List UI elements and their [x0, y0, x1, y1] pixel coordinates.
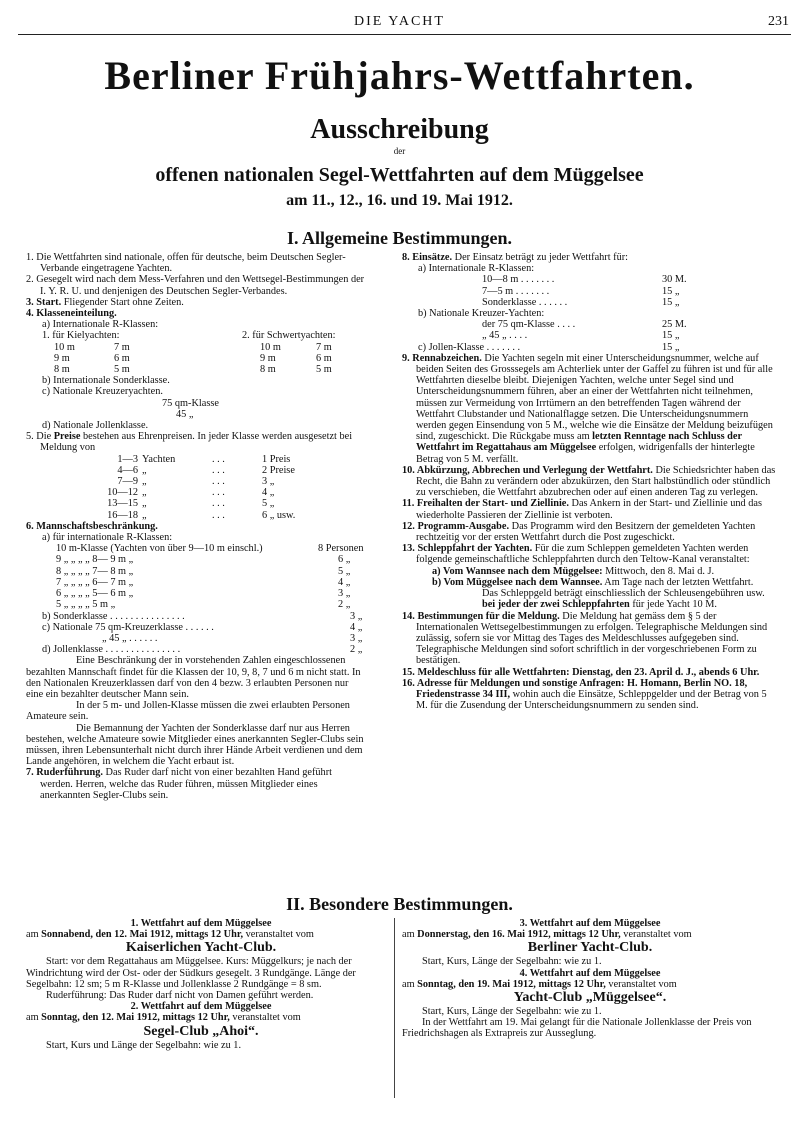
race-1-pre: am [26, 929, 42, 941]
class-tables [26, 330, 366, 375]
para-13b-text: Am Tage nach der letzten Wettfahrt. [602, 576, 754, 588]
para-14-label: 14. Bestimmungen für die Meldung. [402, 610, 560, 622]
race-3-club: Berliner Yacht-Club. [527, 940, 653, 956]
para-9-tail: erfolgen, widrigenfalls der hinterlegte Betrag von 5 M. verfällt. [416, 442, 755, 465]
race-4-extra: In der Wettfahrt am 19. Mai gelangt für die Nationale Jollenklasse der Preis von Friedrichshagen als Extrapreis zur Ausseglung. [402, 1017, 752, 1040]
preise-cell: 16—18 [107, 509, 138, 521]
para-13c-text: Das Schleppgeld beträgt einschliesslich der Schleusengebühren usw. [482, 588, 765, 600]
preise-cell: „ [142, 476, 147, 488]
para-8-label: 8. Einsätze. [402, 252, 453, 263]
para-8-text: Der Einsatz beträgt zu jeder Wettfahrt für: [452, 252, 629, 263]
race-3-pre: am [402, 929, 418, 941]
para-4d: d) Nationale Jollenklasse. [42, 420, 149, 432]
para-6-text-1: Eine Beschränkung der in vorstehenden Zahlen eingeschlossenen bezahlten Mannschaft findet für die Klassen der 10, 9, 8, 7 und 6 m nicht statt. In den Nationalen Kreuzerklassen darf von den 4 bezw. 3 erlaubten Personen nur eine ein bezahlter deutscher Mann sein. [26, 655, 361, 700]
mannschaft-table-2 [26, 611, 366, 656]
race-3-text: Start, Kurs, Länge der Segelbahn: wie zu 1. [422, 956, 602, 968]
para-5-label: Preise [53, 431, 81, 443]
journal-title: DIE YACHT [354, 14, 445, 29]
schwert-grid [242, 342, 362, 376]
para-6-text-2: In der 5 m- und Jollen-Klasse müssen die zwei erlaubten Personen Amateure sein. [26, 700, 350, 723]
race-3-heading: 3. Wettfahrt auf dem Müggelsee [519, 918, 661, 929]
para-5 [26, 431, 366, 453]
para-15: 15. Meldeschluss für alle Wettfahrten: Dienstag, den 23. April d. J., abends 6 Uhr. [402, 666, 760, 678]
para-8b: b) Nationale Kreuzer-Yachten: [418, 308, 545, 320]
kiel-table [42, 330, 242, 375]
para-7-label: 7. Ruderführung. [26, 767, 103, 779]
schwert-cell: 10 m [260, 341, 281, 353]
race-2-bold: Sonntag, den 12. Mai 1912, mittags 12 Uhr, [41, 1012, 230, 1024]
schwert-cell: 5 m [316, 364, 332, 376]
schwert-cell: 7 m [316, 341, 332, 353]
preise-cell: 2 Preise [262, 464, 295, 476]
mann-row-value: 4 „ [350, 621, 363, 633]
para-13-label: 13. Schleppfahrt der Yachten. [402, 543, 533, 555]
para-16-text: wohin auch die Einsätze, Schleppgelder und der Betrag von 5 M. für die Zusendung der Unterscheidungsnummern zu senden sind. [416, 688, 767, 712]
para-4c: c) Nationale Kreuzeryachten. [42, 386, 163, 398]
para-4b: b) Internationale Sonderklasse. [42, 375, 170, 387]
preise-table [26, 454, 366, 521]
event-dates: am 11., 12., 16. und 19. Mai 1912. [286, 192, 513, 209]
preise-cell: 4 „ [262, 487, 275, 499]
race-4-post: veranstaltet vom [605, 978, 677, 990]
para-13b [432, 577, 778, 588]
schwert-cell: 9 m [260, 352, 276, 364]
special-right-column [402, 918, 778, 1040]
page-number: 231 [768, 14, 789, 29]
preise-cell: 13—15 [107, 498, 138, 510]
mann-cell: 8 Personen [318, 543, 364, 555]
column-divider [394, 918, 395, 1098]
einsatz-cell: der 75 qm-Klasse . . . . [482, 319, 576, 331]
para-13a-label: a) Vom Wannsee nach dem Müggelsee: [432, 565, 603, 577]
preise-cell: „ [142, 509, 147, 521]
para-9-bold: letzten Renntage nach Schluss der Wettfahrt im Regattahaus am Müggelsee [416, 431, 742, 454]
einsatz-jollen [402, 342, 778, 353]
para-4a: a) Internationale R-Klassen: [42, 319, 159, 331]
para-11 [402, 498, 778, 520]
mannschaft-table [26, 543, 366, 610]
preise-cell: . . . [212, 464, 225, 476]
para-2: 2. Gesegelt wird nach dem Mess-Verfahren und den Wettsegel-Bestimmungen der I. Y. R. U. und denjenigen des Deutschen Segler-Verbandes. [26, 274, 365, 297]
mann-row-label: b) Sonderklasse . . . . . . . . . . . . . . . [42, 610, 185, 622]
einsatz-cell: „ 45 „ . . . . [482, 330, 528, 342]
race-1-text: Start: vor dem Regattahaus am Müggelsee. Kurs: Müggelkurs; je nach der Windrichtung wird der Ost- oder der Südkurs gesegelt. 3 Rundgänge. Länge der Segelbahn: 12 sm; 5 m R-Klasse und Jollenklasse 2 Rundgänge = 8 sm. [26, 956, 356, 990]
kiel-cell: 8 m [54, 364, 70, 376]
para-5-text: bestehen aus Ehrenpreisen. In jeder Klasse werden ausgesetzt bei Meldung von [40, 431, 353, 454]
kiel-cell: 5 m [114, 364, 130, 376]
schwert-table [242, 330, 362, 375]
preise-cell: 1 Preis [262, 453, 291, 465]
preise-cell: . . . [212, 509, 225, 521]
para-3-text: Fliegender Start ohne Zeiten. [61, 296, 184, 308]
race-2-date [26, 1012, 376, 1023]
para-1: 1. Die Wettfahrten sind nationale, offen für deutsche, beim Deutschen Segler-Verbande eingetragene Yachten. [26, 252, 346, 275]
para-4c1: 75 qm-Klasse [162, 397, 219, 409]
para-13c-bold: bei jeder der zwei Schleppfahrten [482, 599, 630, 611]
running-header [0, 14, 799, 34]
para-16 [402, 678, 778, 712]
header-rule [18, 34, 791, 35]
race-2-club: Segel-Club „Ahoi“. [143, 1023, 259, 1039]
race-1-bold: Sonnabend, den 12. Mai 1912, mittags 12 Uhr, [41, 929, 244, 941]
para-4c2: 45 „ [176, 408, 194, 420]
race-1-heading: 1. Wettfahrt auf dem Müggelsee [130, 918, 272, 929]
einsatz-table-2 [402, 319, 778, 341]
preise-cell: „ [142, 498, 147, 510]
para-13 [402, 543, 778, 565]
para-13b-label: b) Vom Müggelsee nach dem Wannsee. [432, 576, 603, 588]
einsatz-jollen-label: c) Jollen-Klasse . . . . . . . [418, 341, 521, 353]
para-7-text: Das Ruder darf nicht von einer bezahlten Hand geführt werden. Herren, welche das Ruder führen, müssen Mitglieder eines anerkannten Segler-Clubs sein. [40, 767, 332, 801]
para-13c-tail: für jede Yacht 10 M. [629, 599, 717, 611]
schwert-cell: 8 m [260, 364, 276, 376]
para-6-text-3: Die Bemannung der Yachten der Sonderklasse darf nur aus Herren bestehen, welche Amateure sowie Mitglieder eines anerkannten Segler-Clubs sein müssen, ihren Lebensunterhalt nicht durch ihrer Hände Arbeit verdienen und dem Lande angehören, in welchem die Yacht erbaut ist. [26, 722, 364, 768]
preise-cell: „ [142, 464, 147, 476]
mann-cell: 5 „ [338, 565, 351, 577]
einsatz-jollen-value: 15 „ [662, 341, 680, 353]
para-13a [432, 566, 778, 577]
einsatz-cell: 30 M. [662, 274, 687, 286]
race-4-pre: am [402, 978, 418, 990]
para-16-label: 16. Adresse für Meldungen und sonstige Anfragen: H. Homann, Berlin NO. 18, Friedenstrasse 34 III, [402, 677, 748, 700]
race-1-post: veranstaltet vom [243, 929, 314, 941]
race-1-club: Kaiserlichen Yacht-Club. [125, 940, 277, 956]
mann-row-label: „ 45 „ . . . . . . [102, 632, 158, 644]
section-heading-2: II. Besondere Bestimmungen. [286, 894, 513, 914]
mann-cell: 7 „ „ „ „ 6— 7 m „ [56, 576, 134, 588]
left-column [26, 252, 366, 801]
kiel-grid [42, 342, 242, 376]
einsatz-table [402, 274, 778, 308]
schwert-cell: 6 m [316, 352, 332, 364]
para-14 [402, 611, 778, 667]
special-left-column [26, 918, 376, 1051]
para-11-label: 11. Freihalten der Start- und Ziellinie. [402, 498, 569, 510]
preise-cell: 5 „ [262, 498, 275, 510]
race-2-heading: 2. Wettfahrt auf dem Müggelsee [130, 1001, 272, 1013]
einsatz-cell: 7—5 m . . . . . . . [482, 285, 550, 297]
race-4-heading: 4. Wettfahrt auf dem Müggelsee [519, 967, 661, 979]
para-8 [402, 252, 778, 263]
section-heading-1: I. Allgemeine Bestimmungen. [287, 228, 512, 248]
einsatz-cell: Sonderklasse . . . . . . [482, 296, 568, 308]
race-2-text: Start, Kurs und Länge der Segelbahn: wie zu 1. [46, 1039, 242, 1051]
preise-cell: 4—6 [117, 464, 138, 476]
para-11-text: Das Ankern in der Start- und Ziellinie und das wiederholte Passieren der Ziellinie ist verboten. [416, 498, 762, 521]
para-14-text: Die Meldung hat gemäss dem § 5 der Internationalen Wettsegelbestimmungen zu erfolgen. Telegraphische Meldungen sind zulässig, sofern sie vor Mittag des Tages des Meldeschlusses aufgegeben sind. Telegraphische Meldungen sind sofort schriftlich in der vorgeschriebenen Form zu bestätigen. [416, 610, 768, 667]
mann-row-value: 3 „ [350, 610, 363, 622]
preise-cell: „ [142, 487, 147, 499]
preise-cell: 6 „ usw. [262, 509, 296, 521]
para-9-label: 9. Rennabzeichen. [402, 352, 482, 364]
preise-cell: 10—12 [107, 487, 138, 499]
race-2-post: veranstaltet vom [229, 1012, 301, 1024]
race-3-post: veranstaltet vom [620, 929, 692, 941]
para-13c [402, 588, 778, 610]
preise-cell: Yachten [142, 453, 176, 465]
kiel-cell: 6 m [114, 352, 130, 364]
race-1-date [26, 929, 376, 940]
para-3 [26, 297, 366, 308]
main-title: Berliner Frühjahrs-Wettfahrten. [104, 53, 695, 98]
schwert-head: 2. für Schwertyachten: [242, 330, 336, 342]
race-4-bold: Sonntag, den 19. Mai 1912, mittags 12 Uhr, [417, 978, 606, 990]
preise-cell: . . . [212, 476, 225, 488]
preise-cell: 7—9 [117, 476, 138, 488]
kiel-cell: 10 m [54, 341, 75, 353]
einsatz-cell: 15 „ [662, 330, 680, 342]
einsatz-cell: 10—8 m . . . . . . . [482, 274, 555, 286]
mann-row-label: c) Nationale 75 qm-Kreuzerklasse . . . . . . [42, 621, 214, 633]
preise-cell: . . . [212, 453, 225, 465]
race-2-pre: am [26, 1012, 42, 1024]
para-13-text: Für die zum Schleppen gemeldeten Yachten werden folgende gemeinschaftliche Schleppfahrten durch den Teltow-Kanal veranstaltet: [416, 543, 750, 566]
race-1-ruder: Ruderführung: Das Ruder darf nicht von Damen geführt werden. [46, 990, 314, 1002]
preise-cell: 1—3 [117, 453, 138, 465]
kiel-cell: 9 m [54, 352, 70, 364]
race-3-bold: Donnerstag, den 16. Mai 1912, mittags 12 Uhr, [417, 929, 621, 941]
einsatz-cell: 15 „ [662, 285, 680, 297]
kiel-head: 1. für Kielyachten: [42, 330, 120, 342]
mann-cell: 4 „ [338, 576, 351, 588]
para-6-label: 6. Mannschaftsbeschränkung. [26, 520, 158, 532]
para-12 [402, 521, 778, 543]
subtitle-event: offenen nationalen Segel-Wettfahrten auf dem Müggelsee [155, 164, 644, 186]
para-7 [26, 767, 366, 801]
para-13a-text: Mittwoch, den 8. Mai d. J. [602, 565, 715, 577]
para-10 [402, 465, 778, 499]
para-10-text: Die Schiedsrichter haben das Recht, die Bahn zu verändern oder abzukürzen, den Start halbstündlich oder stündlich zu verschieben, die Wettfahrt abzubrechen oder auf einen anderen Tag zu verlegen. [416, 464, 776, 499]
para-12-text: Das Programm wird den Besitzern der gemeldeten Yachten rechtzeitig vor der ersten Wettfahrt durch die Post zugeschickt. [416, 520, 756, 544]
mann-cell: 6 „ [338, 554, 351, 566]
para-4-label: 4. Klasseneinteilung. [26, 308, 117, 320]
race-4-club: Yacht-Club „Müggelsee“. [513, 990, 667, 1006]
mann-cell: 2 „ [338, 599, 351, 611]
race-4-text: Start, Kurs, Länge der Segelbahn: wie zu 1. [422, 1006, 602, 1018]
mann-row-value: 3 „ [350, 632, 363, 644]
para-9-text: Die Yachten segeln mit einer Unterscheidungsnummer, welche auf beiden Seiten des Grosssegels am Achterliek unter der Gaffel zu führen ist und für alle Wettfahrten dieselbe bleibt. Diejenigen Yachten, welche unter Segel sind und Unterscheidungsnummern führen, aber an einer der Wettfahrten nicht teilnehmen, müssen zur Vermeidung von Irrtümern an den betreffenden Tagen während der Wettfahrt Clubstander und Nationalflagge setzen. Die Unterscheidungsnummern werden gegen Einsendung von 5 M., welche wie die Einsätze der Meldung beizufügen sind, zugeschickt. Die Rückgabe muss am [416, 352, 773, 443]
para-12-label: 12. Programm-Ausgabe. [402, 520, 510, 532]
mann-cell: 5 „ „ „ „ 5 m „ [56, 599, 116, 611]
mann-row-label: d) Jollenklasse . . . . . . . . . . . . . . . [42, 644, 181, 656]
preise-cell: . . . [212, 498, 225, 510]
mann-cell: 6 „ „ „ „ 5— 6 m „ [56, 588, 134, 600]
mann-cell: 3 „ [338, 588, 351, 600]
mann-row-value: 2 „ [350, 644, 363, 656]
para-5-num: 5. Die [26, 431, 54, 443]
einsatz-cell: 25 M. [662, 319, 687, 331]
para-10-label: 10. Abkürzung, Abbrechen und Verlegung der Wettfahrt. [402, 464, 653, 476]
race-3-date [402, 929, 778, 940]
para-8a: a) Internationale R-Klassen: [418, 263, 535, 275]
para-9 [402, 353, 778, 465]
preise-cell: 3 „ [262, 476, 275, 488]
mann-cell: 10 m-Klasse (Yachten von über 9—10 m einschl.) [56, 543, 263, 555]
kiel-cell: 7 m [114, 341, 130, 353]
mann-cell: 8 „ „ „ „ 7— 8 m „ [56, 565, 134, 577]
einsatz-cell: 15 „ [662, 296, 680, 308]
preise-cell: . . . [212, 487, 225, 499]
subtitle-der: der [393, 146, 406, 156]
right-column [402, 252, 778, 711]
race-4-date [402, 979, 778, 990]
para-6a: a) für internationale R-Klassen: [42, 532, 173, 544]
subtitle: Ausschreibung [310, 114, 489, 145]
mann-cell: 9 „ „ „ „ 8— 9 m „ [56, 554, 134, 566]
para-3-label: 3. Start. [26, 296, 62, 308]
